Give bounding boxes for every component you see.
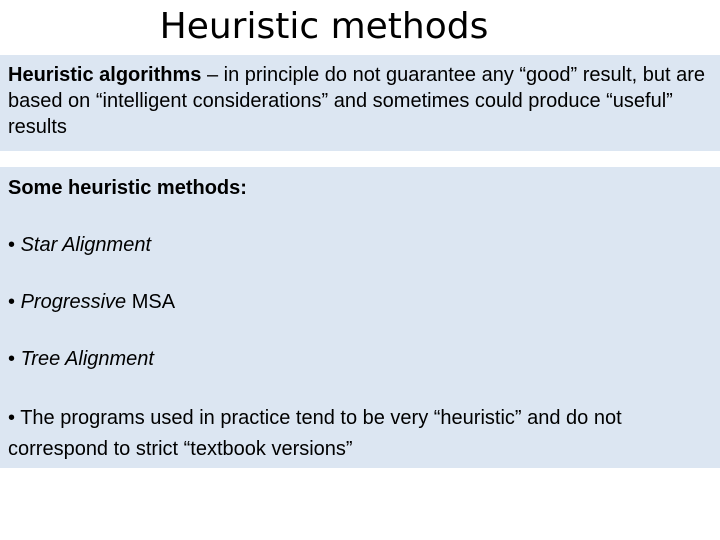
bullet-marker: • [8,234,16,256]
method-item-tree-alignment [8,346,712,372]
bullet-marker: • [8,348,16,370]
definition-box [0,55,720,151]
definition-term: Heuristic algorithms [8,64,202,86]
definition-paragraph [8,62,712,140]
methods-box [0,167,720,468]
methods-note [8,403,712,465]
definition-text: – in principle do not guarantee any “good” result, but are based on “intelligent considerations” and sometimes could produce “useful” results [8,64,706,138]
method-item-label: Star Alignment [20,234,152,256]
slide-title: Heuristic methods [159,6,489,47]
method-item-suffix: MSA [126,291,176,313]
method-item-progressive-msa [8,289,712,315]
method-item-label: Tree Alignment [20,348,154,370]
method-item-star-alignment [8,232,712,258]
bullet-marker: • [8,407,16,429]
method-item-label: Progressive [20,291,127,313]
methods-heading: Some heuristic methods: [8,177,247,199]
bullet-marker: • [8,291,16,313]
methods-note-text: The programs used in practice tend to be very “heuristic” and do not correspond to strict “textbook versions” [8,407,622,460]
